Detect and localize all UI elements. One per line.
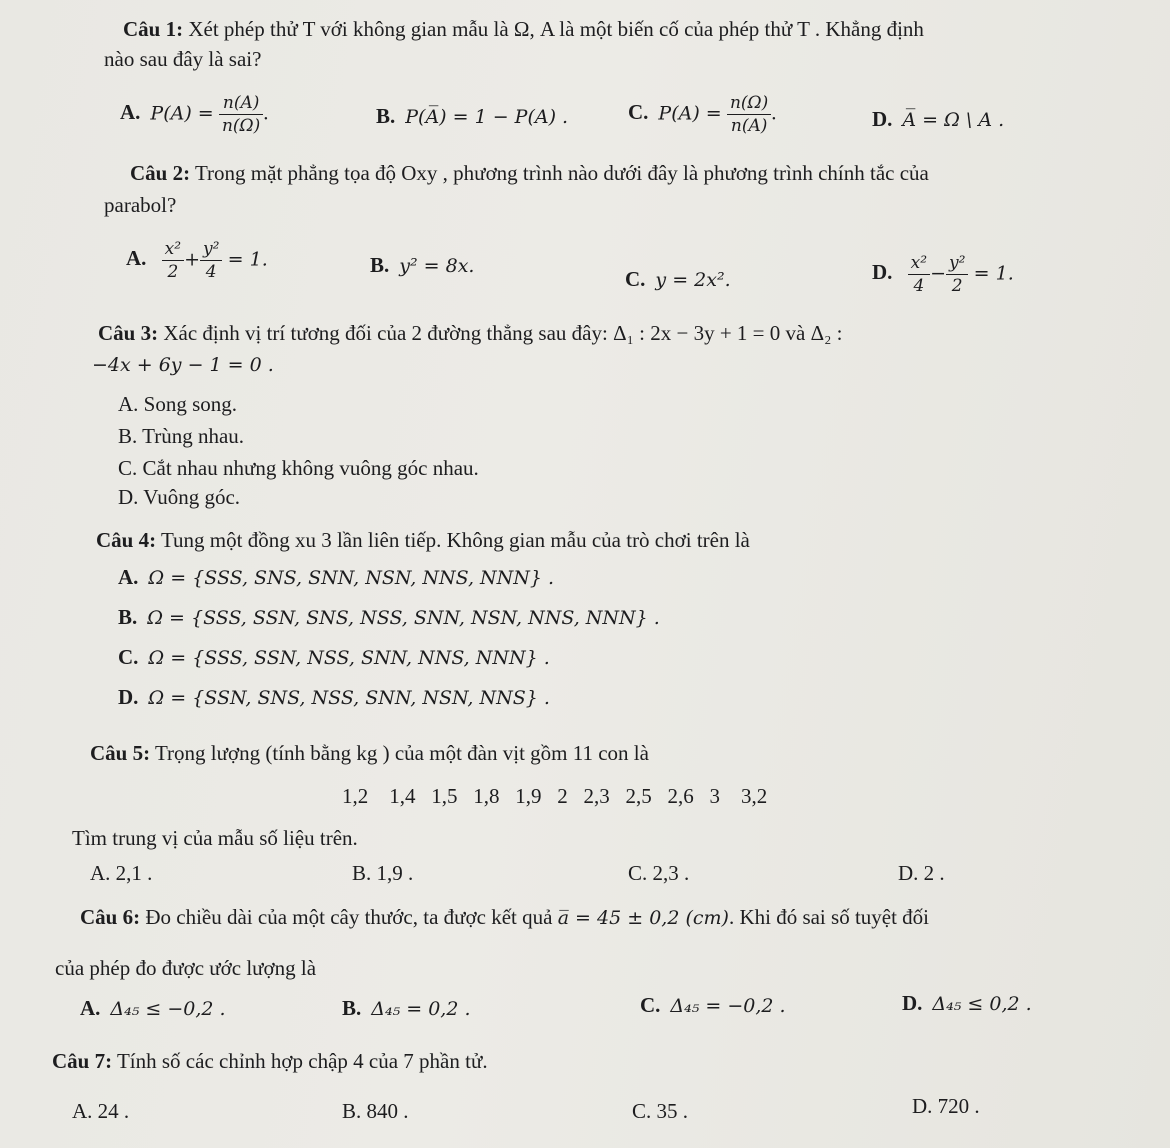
q7-option-b: B. 840 . <box>342 1099 409 1123</box>
q5-line1: Câu 5: Trọng lượng (tính bằng kg ) của một đàn vịt gồm 11 con là <box>90 741 649 765</box>
q6-option-a: A. Δ₄₅ ≤ −0,2 . <box>80 996 226 1020</box>
q3-text2: −4x + 6y − 1 = 0 . <box>92 354 274 376</box>
q1-option-c: C. P(A) = $\frac{n(\Omega)}{n(A)}$ . <box>628 93 777 136</box>
q1-option-a: A. P(A) = $\frac{n(A)}{n(\Omega)}$ . <box>120 93 269 136</box>
q7-line1: Câu 7: Tính số các chỉnh hợp chập 4 của 7 phần tử. <box>52 1049 488 1073</box>
q5-text2: Tìm trung vị của mẫu số liệu trên. <box>72 826 358 850</box>
q5-data-values: 1,2 1,4 1,5 1,8 1,9 2 2,3 2,5 2,6 3 3,2 <box>342 784 768 808</box>
q2-option-b: B. y² = 8x. <box>370 253 475 277</box>
q4-option-b: B. Ω = {SSS, SSN, SNS, NSS, SNN, NSN, NNS, NNN} . <box>118 605 660 629</box>
q6-formula: a̅ = 45 ± 0,2 (cm) <box>557 907 729 929</box>
q7-option-c: C. 35 . <box>632 1099 689 1123</box>
q3-option-b: B. Trùng nhau. <box>118 424 245 448</box>
q2-option-a: A. $\frac{\text{x²}}{2}$ + $\frac{\text{y²}}{4}$ = 1. <box>126 239 268 282</box>
q2-line1: Câu 2: Trong mặt phẳng tọa độ Oxy , phương trình nào dưới đây là phương trình chính tắc của <box>130 161 929 185</box>
q5-option-c: C. 2,3 . <box>628 861 690 885</box>
q1-c-fraction: $\frac{n(\Omega)}{n(A)}$ <box>727 92 771 137</box>
q5-option-d: D. 2 . <box>898 861 945 885</box>
q6-option-b: B. Δ₄₅ = 0,2 . <box>342 996 471 1020</box>
q2-option-d: D. $\frac{\text{x²}}{4}$ − $\frac{\text{y²}}{2}$ = 1. <box>872 253 1014 296</box>
q3-option-c: C. Cắt nhau nhưng không vuông góc nhau. <box>118 456 479 480</box>
q4-option-a: A. Ω = {SSS, SNS, SNN, NSN, NNS, NNN} . <box>118 565 555 589</box>
q6-line1: Câu 6: Đo chiều dài của một cây thước, ta được kết quả a̅ = 45 ± 0,2 (cm). Khi đó sai số tuyệt đối <box>80 905 930 929</box>
q7-option-a: A. 24 . <box>72 1099 130 1123</box>
q6-option-d: D. Δ₄₅ ≤ 0,2 . <box>902 991 1032 1015</box>
q2-text2: parabol? <box>104 193 177 217</box>
q1-line1 <box>123 16 924 42</box>
q5-option-a: A. 2,1 . <box>90 861 153 885</box>
q4-line1: Câu 4: Tung một đồng xu 3 lần liên tiếp. Không gian mẫu của trò chơi trên là <box>96 528 750 552</box>
q1-text2: nào sau đây là sai? <box>104 47 262 71</box>
q1-option-d: D. A̅ = Ω \ A . <box>872 107 1005 131</box>
q5-option-b: B. 1,9 . <box>352 861 414 885</box>
q1-a-fraction: $\frac{n(A)}{n(\Omega)}$ <box>219 92 263 137</box>
q1-label: Câu 1: <box>123 17 184 41</box>
q1-text1: Xét phép thử T với không gian mẫu là Ω, A là một biến cố của phép thử T . Khẳng định <box>188 17 924 41</box>
q1-option-b: B. P(A̅) = 1 − P(A) . <box>376 104 569 128</box>
q3-line1: Câu 3: Xác định vị trí tương đối của 2 đường thẳng sau đây: Δ₁ : 2x − 3y + 1 = 0 và Δ₂ : <box>98 321 843 345</box>
q4-option-d: D. Ω = {SSN, SNS, NSS, SNN, NSN, NNS} . <box>118 685 550 709</box>
q6-text2: của phép đo được ước lượng là <box>55 956 317 980</box>
q7-option-d: D. 720 . <box>912 1094 980 1118</box>
q6-option-c: C. Δ₄₅ = −0,2 . <box>640 993 786 1017</box>
q4-option-c: C. Ω = {SSS, SSN, NSS, SNN, NNS, NNN} . <box>118 645 550 669</box>
q3-option-a: A. Song song. <box>118 392 238 416</box>
q3-option-d: D. Vuông góc. <box>118 485 241 509</box>
q2-option-c: C. y = 2x². <box>625 267 731 291</box>
